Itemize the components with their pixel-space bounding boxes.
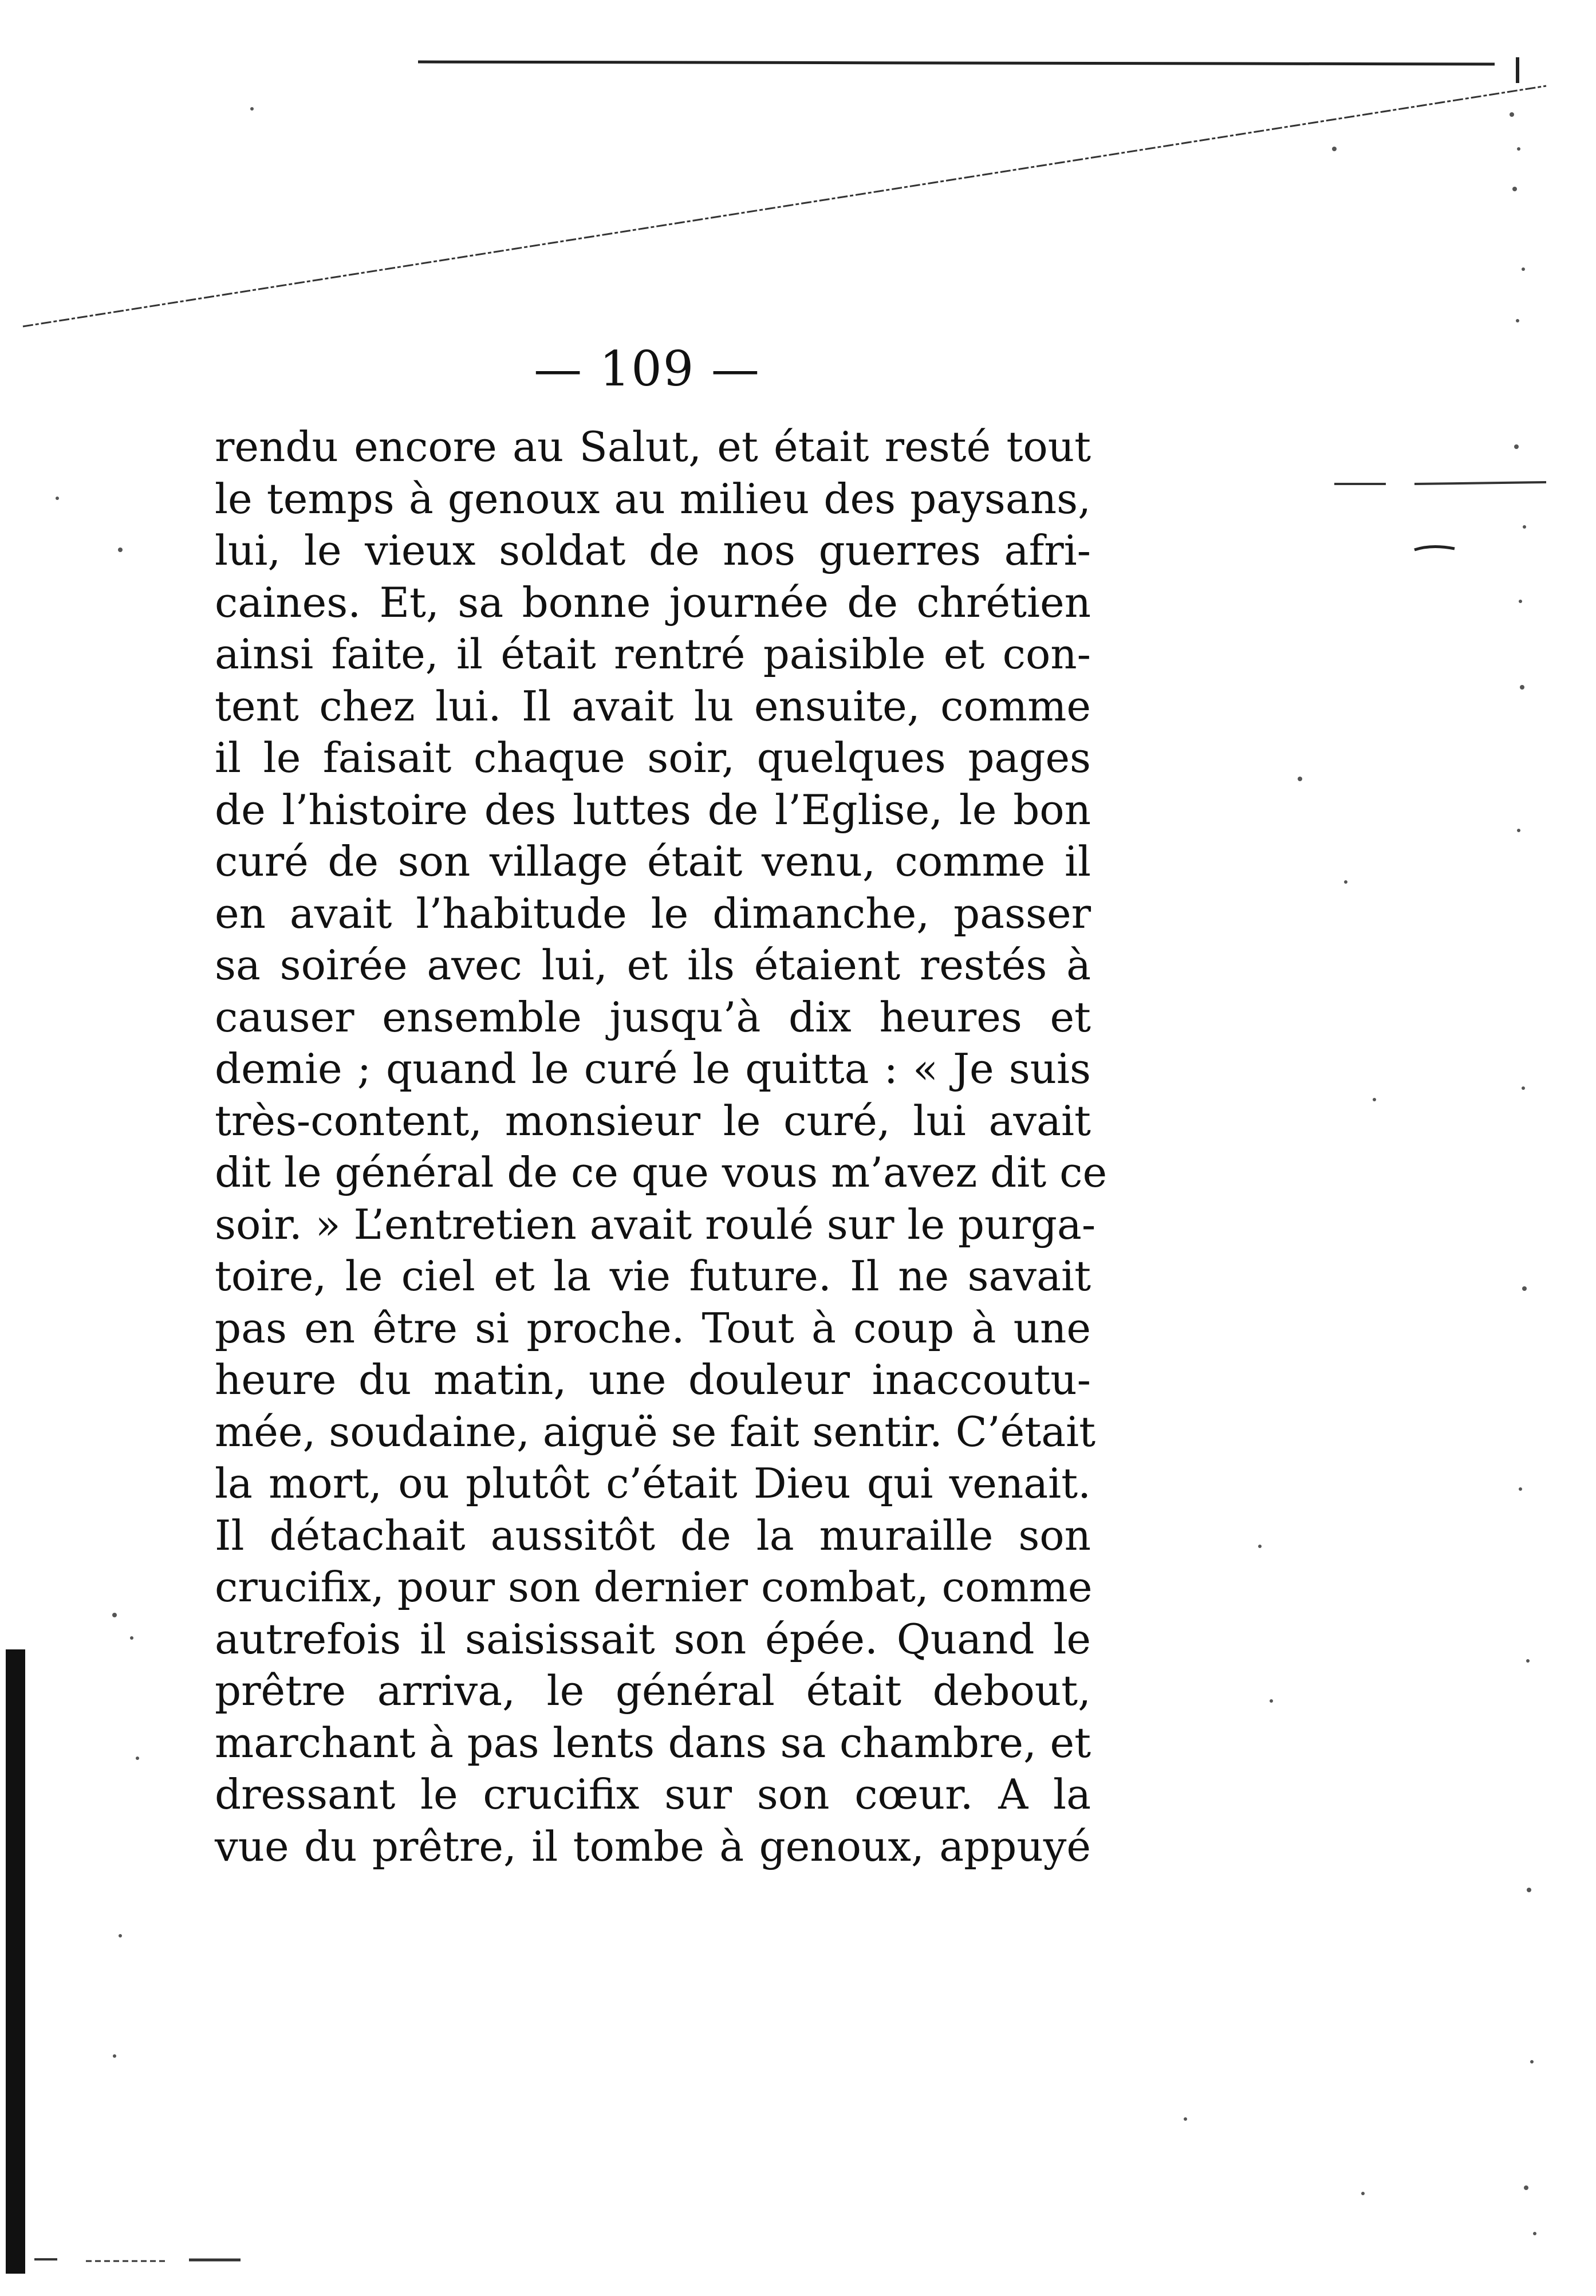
body-text [215,421,1108,1872]
text-line: prêtre arriva, le général était debout, [215,1667,1091,1715]
text-line: Il détachait aussitôt de la muraille son [215,1511,1091,1559]
text-line: de l’histoire des luttes de l’Eglise, le bon [215,785,1091,834]
text-line: le temps à genoux au milieu des paysans, [215,474,1091,523]
text-line: marchant à pas lents dans sa chambre, et [215,1718,1091,1767]
text-line: soir. » L’entretien avait roulé sur le purga- [215,1200,1096,1249]
text-line: vue du prêtre, il tombe à genoux, appuyé [215,1822,1091,1870]
text-line: heure du matin, une douleur inaccoutu- [215,1356,1091,1404]
text-line: toire, le ciel et la vie future. Il ne savait [215,1252,1091,1300]
text-line: ainsi faite, il était rentré paisible et con- [215,630,1091,678]
text-line: tent chez lui. Il avait lu ensuite, comme [215,682,1091,730]
page-number: — 109 — [534,341,760,397]
text-line: dressant le crucifix sur son cœur. A la [215,1770,1091,1818]
text-line: dit le général de ce que vous m’avez dit ce [215,1148,1108,1196]
text-line: mée, soudaine, aiguë se fait sentir. C’était [215,1407,1096,1456]
text-line: causer ensemble jusqu’à dix heures et [215,993,1091,1041]
text-line: en avait l’habitude le dimanche, passer [215,889,1091,938]
text-line: lui, le vieux soldat de nos guerres afri- [215,526,1091,574]
text-line: crucifix, pour son dernier combat, comme [215,1563,1093,1611]
text-line: pas en être si proche. Tout à coup à une [215,1303,1091,1352]
text-line: demie ; quand le curé le quitta : « Je suis [215,1045,1091,1093]
text-line: il le faisait chaque soir, quelques pages [215,734,1091,782]
text-line: très-content, monsieur le curé, lui avait [215,1096,1091,1145]
text-line: la mort, ou plutôt c’était Dieu qui venait. [215,1459,1091,1507]
text-line: sa soirée avec lui, et ils étaient restés à [215,941,1091,989]
text-line: autrefois il saisissait son épée. Quand le [215,1614,1091,1663]
text-line: curé de son village était venu, comme il [215,837,1091,885]
text-line: rendu encore au Salut, et était resté tout [215,423,1091,471]
text-line: caines. Et, sa bonne journée de chrétien [215,578,1091,627]
